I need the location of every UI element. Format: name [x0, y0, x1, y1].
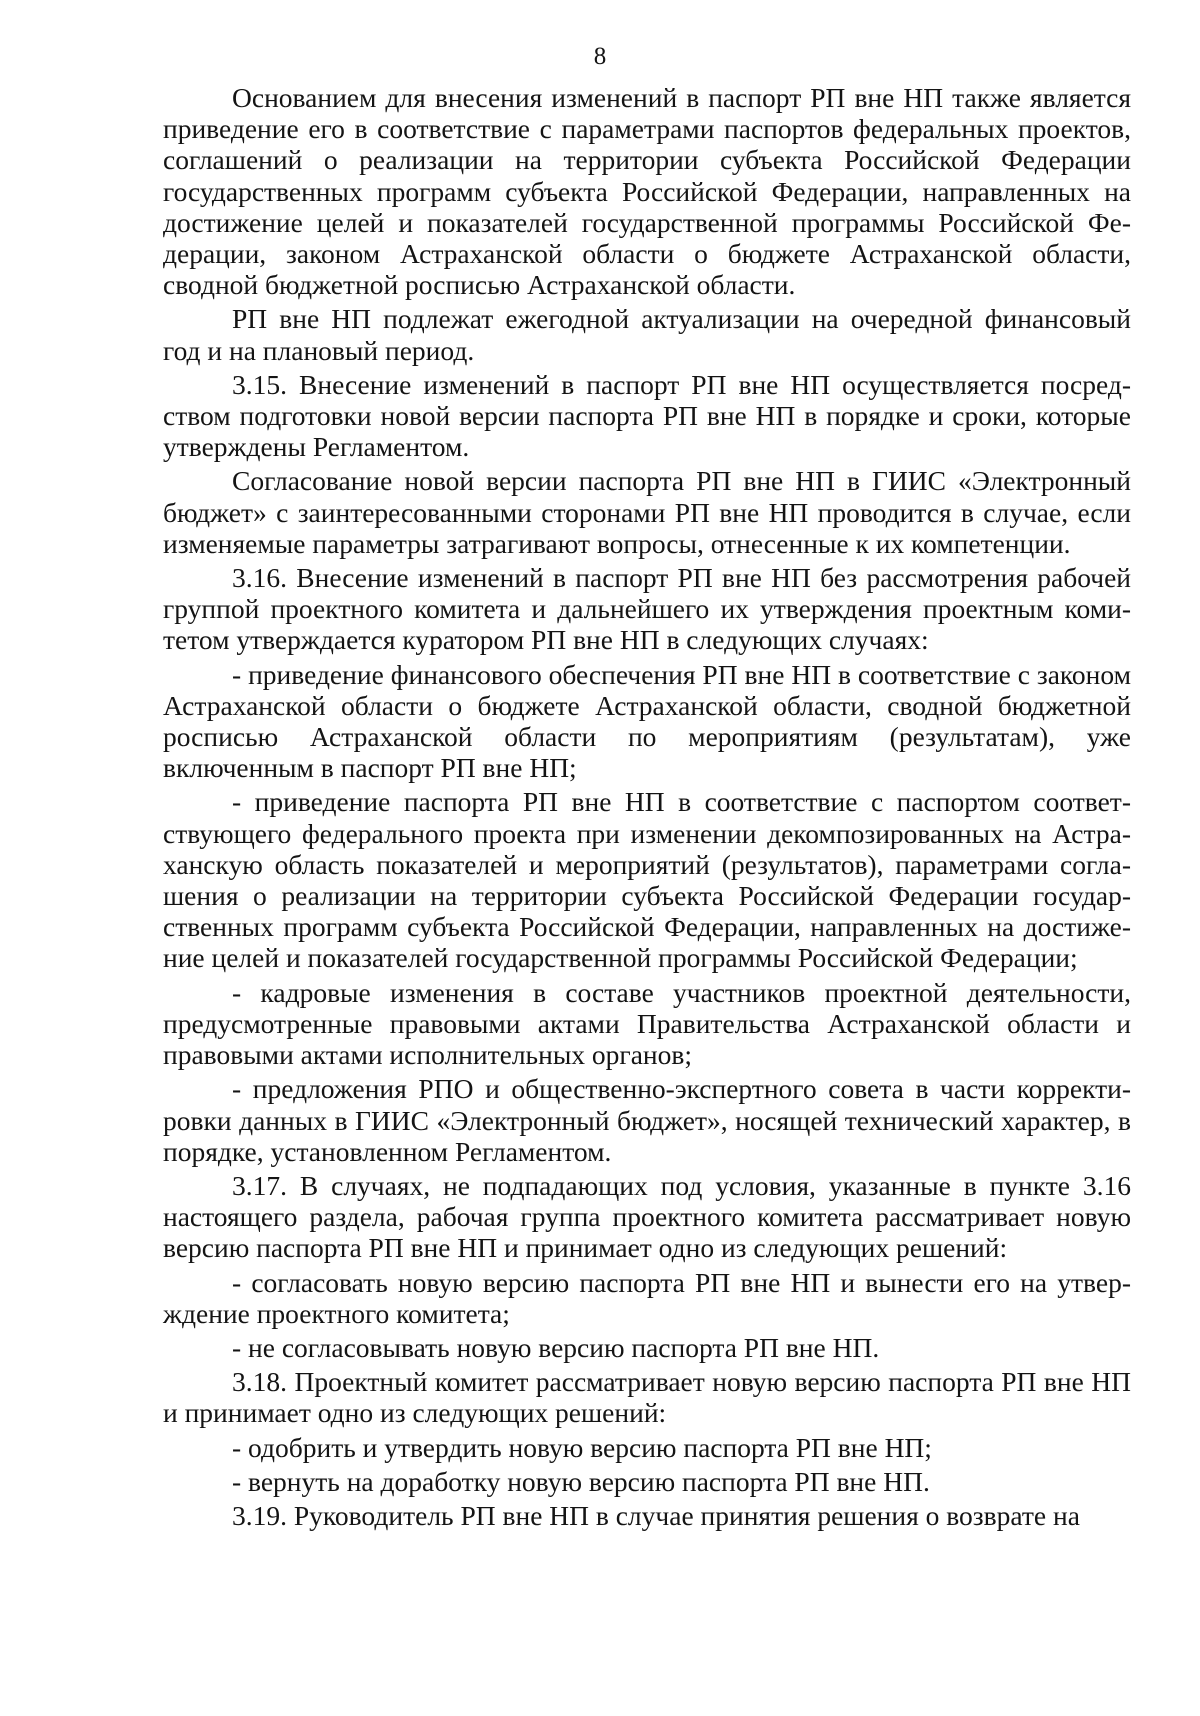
list-item-federal-project: - приведение паспорта РП вне НП в соответствие с паспортом соответствующего федерального проекта при изменении декомпозированных на Астраханскую область показателей и мероприятий (результатов), параметрами соглашения о реализации на территории субъекта Российской Федерации государственных программ субъекта Российской Федерации, направленных на достижение целей и показателей государственной программы Российской Федерации; [163, 786, 1131, 974]
list-item-proposals: - предложения РПО и общественно-экспертного совета в части корректировки данных в ГИИС «Электронный бюджет», носящей технический характер, в порядке, установленном Регламентом. [163, 1073, 1131, 1167]
list-item-approve-version: - согласовать новую версию паспорта РП вне НП и вынести его на утверждение проектного комитета; [163, 1266, 1131, 1329]
paragraph-approval-new-version: Согласование новой версии паспорта РП вне НП в ГИИС «Электронный бюджет» с заинтересованными сторонами РП вне НП проводится в случае, если изменяемые параметры затрагивают вопросы, отнесенные к их компетенции. [163, 465, 1131, 559]
paragraph-3-15: 3.15. Внесение изменений в паспорт РП вне НП осуществляется посредством подготовки новой версии паспорта РП вне НП в порядке и сроки, которые утверждены Регламентом. [163, 368, 1131, 463]
paragraph-annual-update: РП вне НП подлежат ежегодной актуализации на очередной финансовый год и на плановый период. [163, 303, 1131, 366]
list-item-reject-version: - не согласовывать новую версию паспорта РП вне НП. [232, 1331, 880, 1363]
list-item-return-version: - вернуть на доработку новую версию паспорта РП вне НП. [232, 1465, 930, 1497]
document-body [163, 82, 1131, 1531]
list-item-endorse-version: - одобрить и утвердить новую версию паспорта РП вне НП; [232, 1431, 932, 1463]
paragraph-3-16: 3.16. Внесение изменений в паспорт РП вне НП без рассмотрения рабочей группой проектного комитета и дальнейшего их утверждения проектным комитетом утверждается куратором РП вне НП в следующих случаях: [163, 562, 1131, 656]
paragraph-3-18: 3.18. Проектный комитет рассматривает новую версию паспорта РП вне НП и принимает одно из следующих решений: [163, 1366, 1131, 1429]
page-number: 8 [593, 43, 607, 70]
list-item-financing: - приведение финансового обеспечения РП вне НП в соответствие с законом Астраханской области о бюджете Астраханской области, сводной бюджетной росписью Астраханской области по мероприятиям (результатам), уже включенным в паспорт РП вне НП; [163, 658, 1131, 784]
paragraph-3-19: 3.19. Руководитель РП вне НП в случае принятия решения о возврате на [232, 1499, 1080, 1531]
list-item-staffing: - кадровые изменения в составе участников проектной деятельности, предусмотренные правовыми актами Правительства Астраханской области и правовыми актами исполнительных органов; [163, 976, 1131, 1071]
paragraph-amendment-basis: Основанием для внесения изменений в паспорт РП вне НП также является приведение его в соответствие с параметрами паспортов федеральных проектов, соглашений о реализации на территории субъекта Российской Федерации государственных программ субъекта Российской Федерации, направленных на достижение целей и показателей государственной программы Российской Федерации, законом Астраханской области о бюджете Астраханской области, сводной бюджетной росписью Астраханской области. [163, 82, 1131, 301]
paragraph-3-17: 3.17. В случаях, не подпадающих под условия, указанные в пункте 3.16 настоящего раздела, рабочая группа проектного комитета рассматривает новую версию паспорта РП вне НП и принимает одно из следующих решений: [163, 1169, 1131, 1264]
